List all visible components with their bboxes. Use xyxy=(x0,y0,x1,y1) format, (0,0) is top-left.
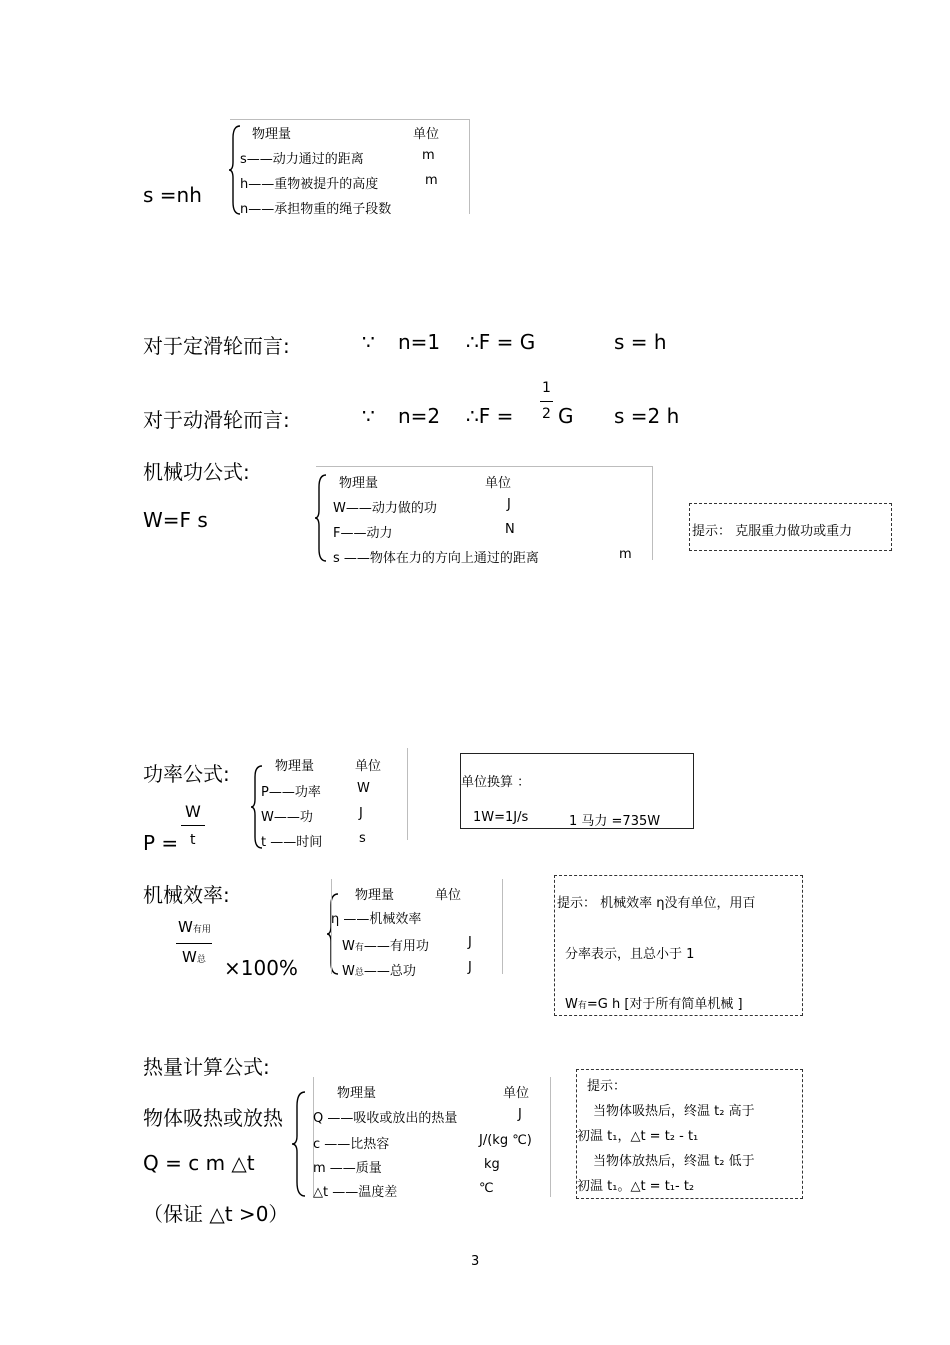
w-letter: W xyxy=(342,939,355,954)
row-unit: J xyxy=(507,497,511,512)
heat-title: 热量计算公式: xyxy=(143,1055,270,1079)
header-unit: 单位 xyxy=(413,127,440,142)
row-desc: η ——机械效率 xyxy=(331,912,422,927)
power-title: 功率公式: xyxy=(143,762,230,786)
header-quantity: 物理量 xyxy=(339,476,379,491)
row-unit: kg xyxy=(484,1157,500,1172)
row-unit: J xyxy=(468,960,472,975)
gravity-symbol: G xyxy=(558,404,574,428)
because-symbol: ∵ xyxy=(362,404,375,428)
table-border xyxy=(550,1077,551,1197)
tip-rest: =G h [对于所有简单机械 ] xyxy=(586,997,743,1012)
fraction-numerator: 1 xyxy=(542,380,551,396)
tip-line xyxy=(565,993,743,1012)
fraction-numerator: W xyxy=(185,802,201,821)
n-value: n=2 xyxy=(398,404,441,428)
tip-box xyxy=(576,1069,803,1199)
row-unit: J xyxy=(468,935,472,950)
distance-relation: s = h xyxy=(614,330,667,354)
box-title: 单位换算 ： xyxy=(461,775,531,790)
brace xyxy=(314,473,328,563)
row-desc: △t ——温度差 xyxy=(313,1185,398,1200)
row-unit: m xyxy=(422,148,435,163)
tip-line: 初温 t₁。△t = t₁- t₂ xyxy=(577,1179,695,1194)
row-desc: F——动力 xyxy=(333,526,393,541)
tip-box xyxy=(554,875,803,1016)
work-formula: W=F s xyxy=(143,508,208,532)
tip-text: 提示： 克服重力做功或重力 xyxy=(692,524,853,539)
heat-subtitle: 物体吸热或放热 xyxy=(143,1106,283,1130)
header-unit: 单位 xyxy=(355,759,382,774)
tip-line: 当物体吸热后，终温 t₂ 高于 xyxy=(593,1104,755,1119)
table-border xyxy=(230,119,470,120)
distance-relation: s =2 h xyxy=(614,404,680,428)
row-unit: W xyxy=(357,781,370,796)
row-unit: J/(kg ℃) xyxy=(479,1133,532,1148)
force-relation: ∴F = G xyxy=(466,330,536,354)
fraction-bar xyxy=(181,825,205,826)
power-formula: P = xyxy=(143,831,179,855)
useful-work-symbol xyxy=(178,918,211,936)
row-desc: t ——时间 xyxy=(261,835,323,850)
w-letter: W xyxy=(342,964,355,979)
row-unit: s xyxy=(359,831,366,846)
tip-line: 提示： 机械效率 η没有单位，用百 xyxy=(557,896,756,911)
table-border xyxy=(316,466,653,467)
times-100-percent: ×100% xyxy=(224,956,298,980)
total-work-symbol xyxy=(182,948,206,966)
row-desc xyxy=(342,960,416,979)
page-number: 3 xyxy=(471,1254,480,1269)
header-quantity: 物理量 xyxy=(355,888,395,903)
row-desc: W——动力做的功 xyxy=(333,501,437,516)
fixed-pulley-label: 对于定滑轮而言: xyxy=(143,334,290,358)
fraction-denominator: 2 xyxy=(542,406,551,422)
conversion-horsepower: 1 马力 =735W xyxy=(569,814,661,829)
heat-formula: Q = c m △t xyxy=(143,1151,255,1175)
header-quantity: 物理量 xyxy=(337,1086,377,1101)
efficiency-title: 机械效率: xyxy=(143,883,230,907)
row-desc: s——动力通过的距离 xyxy=(240,152,364,167)
row-unit: ℃ xyxy=(479,1181,494,1196)
row-desc: Q ——吸收或放出的热量 xyxy=(313,1111,458,1126)
unit-conversion-box xyxy=(460,753,694,829)
subscript-total: 总 xyxy=(196,955,206,965)
force-relation: ∴F = xyxy=(466,404,514,428)
w-letter: W xyxy=(178,918,193,936)
row-desc xyxy=(342,935,429,954)
row-unit: m xyxy=(619,547,632,562)
table-border xyxy=(652,466,653,560)
row-desc: m ——质量 xyxy=(313,1161,382,1176)
row-unit: J xyxy=(359,806,363,821)
table-border xyxy=(407,748,408,840)
fraction-denominator: t xyxy=(190,832,196,848)
w-letter: W xyxy=(565,997,578,1012)
row-rest: ——总功 xyxy=(363,964,416,979)
header-quantity: 物理量 xyxy=(252,127,292,142)
movable-pulley-label: 对于动滑轮而言: xyxy=(143,408,290,432)
subscript-useful: 有 xyxy=(577,1001,587,1011)
brace xyxy=(326,892,340,976)
fraction-bar xyxy=(176,943,212,944)
formula-s-nh: s =nh xyxy=(143,183,202,207)
subscript-useful: 有用 xyxy=(192,925,211,935)
because-symbol: ∵ xyxy=(362,330,375,354)
work-title: 机械功公式: xyxy=(143,460,250,484)
row-desc: n——承担物重的绳子段数 xyxy=(240,202,392,217)
row-rest: ——有用功 xyxy=(363,939,429,954)
subscript-useful: 有 xyxy=(354,943,364,953)
tip-box xyxy=(689,503,892,551)
n-value: n=1 xyxy=(398,330,441,354)
row-desc: h——重物被提升的高度 xyxy=(240,177,379,192)
subscript-total: 总 xyxy=(354,968,364,978)
header-unit: 单位 xyxy=(485,476,512,491)
row-desc: c ——比热容 xyxy=(313,1137,390,1152)
row-unit: J xyxy=(518,1107,522,1122)
tip-line: 初温 t₁，△t = t₂ - t₁ xyxy=(577,1129,699,1144)
conversion-watt: 1W=1J/s xyxy=(473,810,529,825)
table-border xyxy=(502,879,503,974)
header-quantity: 物理量 xyxy=(275,759,315,774)
row-desc: P——功率 xyxy=(261,785,321,800)
guarantee-note: （保证 △t >0） xyxy=(143,1202,289,1226)
fraction-bar xyxy=(540,401,553,402)
tip-line: 提示： xyxy=(587,1079,627,1094)
brace xyxy=(291,1090,307,1198)
header-unit: 单位 xyxy=(435,888,462,903)
row-desc: W——功 xyxy=(261,810,313,825)
row-unit: N xyxy=(505,522,515,537)
row-unit: m xyxy=(425,173,438,188)
table-border xyxy=(469,119,470,214)
tip-line: 当物体放热后，终温 t₂ 低于 xyxy=(593,1154,755,1169)
tip-line: 分率表示，且总小于 1 xyxy=(565,947,695,962)
w-letter: W xyxy=(182,948,197,966)
row-desc: s ——物体在力的方向上通过的距离 xyxy=(333,551,539,566)
header-unit: 单位 xyxy=(503,1086,530,1101)
